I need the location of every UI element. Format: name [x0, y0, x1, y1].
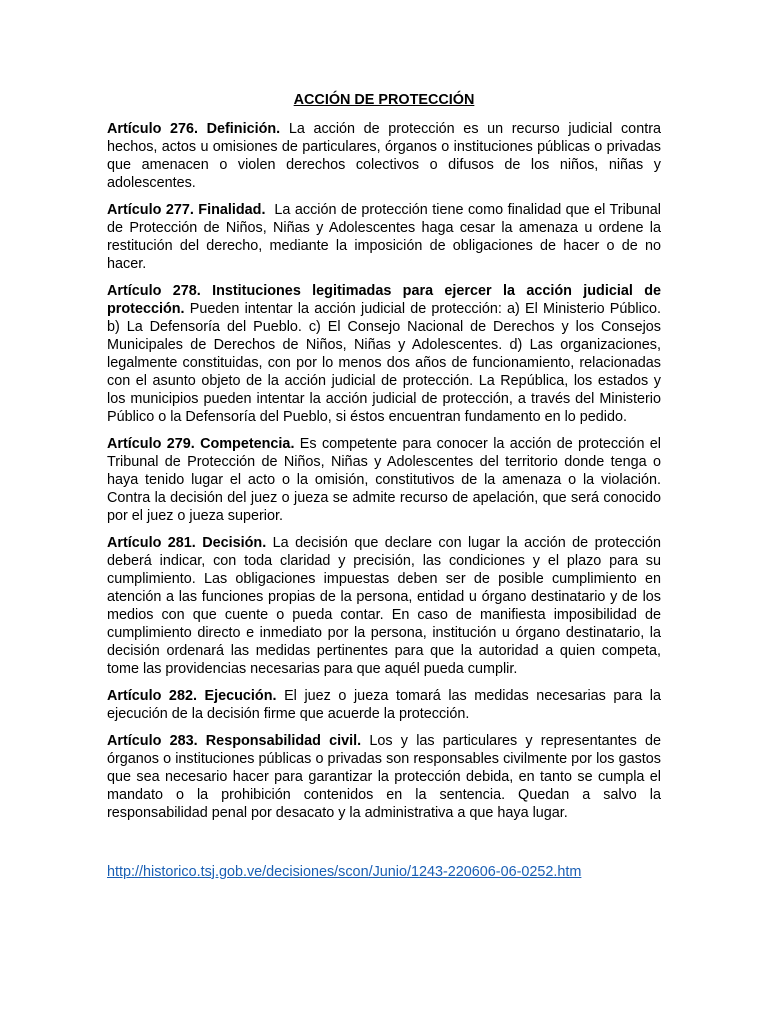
- document-page: [107, 90, 661, 881]
- article-283: [107, 732, 661, 822]
- document-title: ACCIÓN DE PROTECCIÓN: [293, 92, 475, 108]
- article-279: [107, 435, 661, 525]
- article-276: [107, 120, 661, 192]
- article-282-heading: Artículo 282. Ejecución.: [107, 688, 277, 704]
- article-281: [107, 534, 661, 678]
- source-link[interactable]: http://historico.tsj.gob.ve/decisiones/scon/Junio/1243-220606-06-0252.htm: [107, 864, 582, 880]
- article-282: [107, 687, 661, 723]
- article-278-body: Pueden intentar la acción judicial de protección: a) El Ministerio Público. b) La Defensoría del Pueblo. c) El Consejo Nacional de Derechos y los Consejos Municipales de Derechos de Niños, Niñas y Adolescentes. d) Las organizaciones, legalmente constituidas, con por lo menos dos años de funcionamiento, relacionadas con el asunto objeto de la acción judicial de protección. La República, los estados y los municipios pueden intentar la acción judicial de protección, a través del Ministerio Público o la Defensoría del Pueblo, si éstos encuentran fundamento en lo pedido.: [107, 301, 662, 425]
- article-283-heading: Artículo 283. Responsabilidad civil.: [107, 733, 362, 749]
- article-283-body: Los y las particulares y representantes de órganos o instituciones públicas o privadas son responsables civilmente por los gastos que sea necesario hacer para garantizar la protección debida, en tanto se cumpla el mandato o la prohibición contenidos en la sentencia. Quedan a salvo la responsabilidad penal por desacato y la administrativa a que haya lugar.: [107, 733, 662, 821]
- article-281-body: La decisión que declare con lugar la acción de protección deberá indicar, con toda claridad y precisión, las condiciones y el plazo para su cumplimiento. Las obligaciones impuestas deben ser de posible cumplimiento en atención a las funciones propias de la persona, entidad u órgano destinatario y de los medios con que cuente o pueda contar. En caso de manifiesta imposibilidad de cumplimiento directo e inmediato por la persona, institución u órgano destinatario, la decisión ordenará las medidas pertinentes para que la autoridad a quien competa, tome las providencias necesarias para que aquél pueda cumplir.: [107, 535, 661, 677]
- article-276-heading: Artículo 276. Definición.: [107, 121, 281, 137]
- article-278-heading: Artículo 278. Instituciones legitimadas para ejercer la acción judicial de protección.: [107, 283, 661, 317]
- article-276-body: La acción de protección es un recurso judicial contra hechos, actos u omisiones de particulares, órganos o instituciones públicas o privadas que amenacen o violen derechos colectivos o difusos de los niños, niñas y adolescentes.: [107, 121, 661, 191]
- article-279-body: Es competente para conocer la acción de protección el Tribunal de Protección de Niños, Niñas y Adolescentes del territorio donde tenga o haya tenido lugar el acto o la omisión, constitutivos de la amenaza o la violación. Contra la decisión del juez o jueza se admite recurso de apelación, que será conocido por el juez o jueza superior.: [107, 436, 661, 524]
- article-277: [107, 201, 661, 273]
- article-277-heading: Artículo 277. Finalidad.: [107, 202, 266, 218]
- article-281-heading: Artículo 281. Decisión.: [107, 535, 267, 551]
- article-277-body: La acción de protección tiene como finalidad que el Tribunal de Protección de Niños, Niñas y Adolescentes haga cesar la amenaza u ordene la restitución del derecho, mediante la imposición de obligaciones de hacer o de no hacer.: [107, 202, 662, 272]
- article-282-body: El juez o jueza tomará las medidas necesarias para la ejecución de la decisión firme que acuerde la protección.: [107, 688, 661, 722]
- article-278: [107, 282, 661, 426]
- article-279-heading: Artículo 279. Competencia.: [107, 436, 295, 452]
